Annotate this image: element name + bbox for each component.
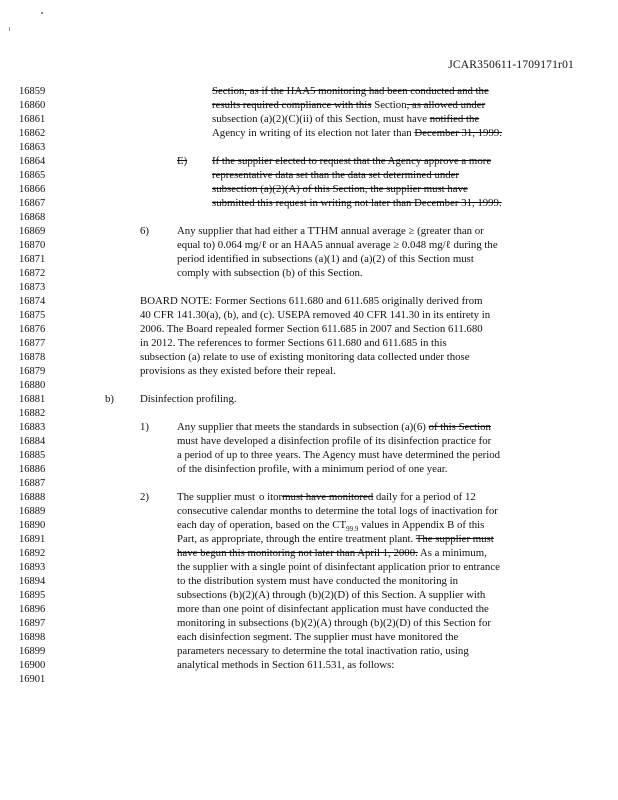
- line-number: 16870: [19, 240, 46, 251]
- text-line: equal to) 0.064 mg/ℓ or an HAA5 annual average ≥ 0.048 mg/ℓ during the: [177, 239, 498, 251]
- text-line: parameters necessary to determine the total inactivation ratio, using: [177, 645, 469, 657]
- line-number: 16873: [19, 282, 46, 293]
- struck-line: If the supplier elected to request that the Agency approve a more: [212, 155, 492, 167]
- text-line: a period of up to three years. The Agency must have determined the period: [177, 449, 500, 461]
- text-line: subsections (b)(2)(A) through (b)(2)(D) of this Section. A supplier with: [177, 589, 486, 601]
- line-number: 16887: [19, 478, 46, 489]
- line-number: 16888: [19, 492, 46, 503]
- line-number: 16880: [19, 380, 46, 391]
- struck-line: submitted this request in writing not later than December 31, 1999.: [212, 197, 502, 209]
- text-line: Agency in writing of its election not later than December 31, 1999.: [212, 127, 502, 139]
- line-number: 16877: [19, 338, 46, 349]
- line-number: 16893: [19, 562, 46, 573]
- list-marker: 1): [140, 421, 149, 433]
- text-line: more than one point of disinfectant application must have conducted the: [177, 603, 489, 615]
- board-note-line: provisions as they existed before their repeal.: [140, 365, 336, 377]
- line-number: 16883: [19, 422, 46, 433]
- line-number: 16886: [19, 464, 46, 475]
- struck-line: Section, as if the HAA5 monitoring had been conducted and the: [212, 85, 489, 97]
- board-note-line: 40 CFR 141.30(a), (b), and (c). USEPA removed 40 CFR 141.30 in its entirety in: [140, 309, 491, 321]
- line-number: 16897: [19, 618, 46, 629]
- text-line: each disinfection segment. The supplier must have monitored the: [177, 631, 459, 643]
- line-number: 16890: [19, 520, 46, 531]
- text-line: period identified in subsections (a)(1) and (a)(2) of this Section must: [177, 253, 474, 265]
- line-number: 16901: [19, 674, 46, 685]
- board-note-line: 2006. The Board repealed former Section 611.685 in 2007 and Section 611.680: [140, 323, 483, 335]
- text-line: monitoring in subsections (b)(2)(A) through (b)(2)(D) of this Section for: [177, 617, 491, 629]
- board-note-line: BOARD NOTE: Former Sections 611.680 and 611.685 originally derived from: [140, 295, 483, 307]
- text-line: subsection (a)(2)(C)(ii) of this Section, must have notified the: [212, 113, 480, 125]
- text-line: consecutive calendar months to determine the total logs of inactivation for: [177, 505, 498, 517]
- text-line: Part, as appropriate, through the entire treatment plant. The supplier must: [177, 533, 494, 545]
- line-number: 16894: [19, 576, 46, 587]
- text-line: of the disinfection profile, with a minimum period of one year.: [177, 463, 448, 475]
- text-line: each day of operation, based on the $CT_{99.9}$ values in Appendix B of this: [177, 519, 485, 534]
- line-number: 16862: [19, 128, 46, 139]
- text-line: comply with subsection (b) of this Section.: [177, 267, 363, 279]
- section-marker: b): [105, 393, 114, 405]
- line-number: 16869: [19, 226, 46, 237]
- line-number: 16896: [19, 604, 46, 615]
- text-line: have begun this monitoring not later than April 1, 2000. As a minimum,: [177, 547, 487, 559]
- line-number: 16871: [19, 254, 46, 265]
- scan-speck: [9, 27, 10, 31]
- text-line: Any supplier that had either a TTHM annual average ≥ (greater than or: [177, 225, 484, 237]
- line-number: 16878: [19, 352, 46, 363]
- scan-speck: [41, 12, 43, 14]
- line-number: 16861: [19, 114, 46, 125]
- board-note-line: in 2012. The references to former Sections 611.680 and 611.685 in this: [140, 337, 447, 349]
- list-marker: 6): [140, 225, 149, 237]
- text-line: The supplier must o itormust have monitored daily for a period of 12: [177, 491, 476, 503]
- text-line: must have developed a disinfection profile of its disinfection practice for: [177, 435, 492, 447]
- board-note-line: subsection (a) relate to use of existing monitoring data collected under those: [140, 351, 470, 363]
- line-number: 16889: [19, 506, 46, 517]
- text-line: analytical methods in Section 611.531, as follows:: [177, 659, 395, 671]
- struck-line: subsection (a)(2)(A) of this Section, the supplier must have: [212, 183, 468, 195]
- list-marker: 2): [140, 491, 149, 503]
- line-number: 16884: [19, 436, 46, 447]
- list-marker: E): [177, 155, 188, 167]
- section-title: Disinfection profiling.: [140, 393, 237, 405]
- line-number: 16864: [19, 156, 46, 167]
- line-number: 16860: [19, 100, 46, 111]
- text-line: Any supplier that meets the standards in subsection (a)(6) of this Section: [177, 421, 491, 433]
- line-number: 16859: [19, 86, 46, 97]
- document-id-header: JCAR350611-1709171r01: [448, 59, 574, 71]
- text-line: results required compliance with this Section, as allowed under: [212, 99, 486, 111]
- line-number: 16892: [19, 548, 46, 559]
- line-number: 16882: [19, 408, 46, 419]
- line-number: 16867: [19, 198, 46, 209]
- struck-line: representative data set than the data set determined under: [212, 169, 460, 181]
- text-line: the supplier with a single point of disinfectant application prior to entrance: [177, 561, 500, 573]
- line-number: 16891: [19, 534, 46, 545]
- line-number: 16898: [19, 632, 46, 643]
- line-number: 16900: [19, 660, 46, 671]
- line-number: 16868: [19, 212, 46, 223]
- line-number: 16881: [19, 394, 46, 405]
- line-number: 16899: [19, 646, 46, 657]
- line-number: 16879: [19, 366, 46, 377]
- line-number: 16866: [19, 184, 46, 195]
- line-number: 16865: [19, 170, 46, 181]
- line-number: 16885: [19, 450, 46, 461]
- text-line: to the distribution system must have conducted the monitoring in: [177, 575, 458, 587]
- line-number: 16895: [19, 590, 46, 601]
- line-number: 16874: [19, 296, 46, 307]
- line-number: 16876: [19, 324, 46, 335]
- line-number: 16872: [19, 268, 46, 279]
- line-number: 16875: [19, 310, 46, 321]
- line-number: 16863: [19, 142, 46, 153]
